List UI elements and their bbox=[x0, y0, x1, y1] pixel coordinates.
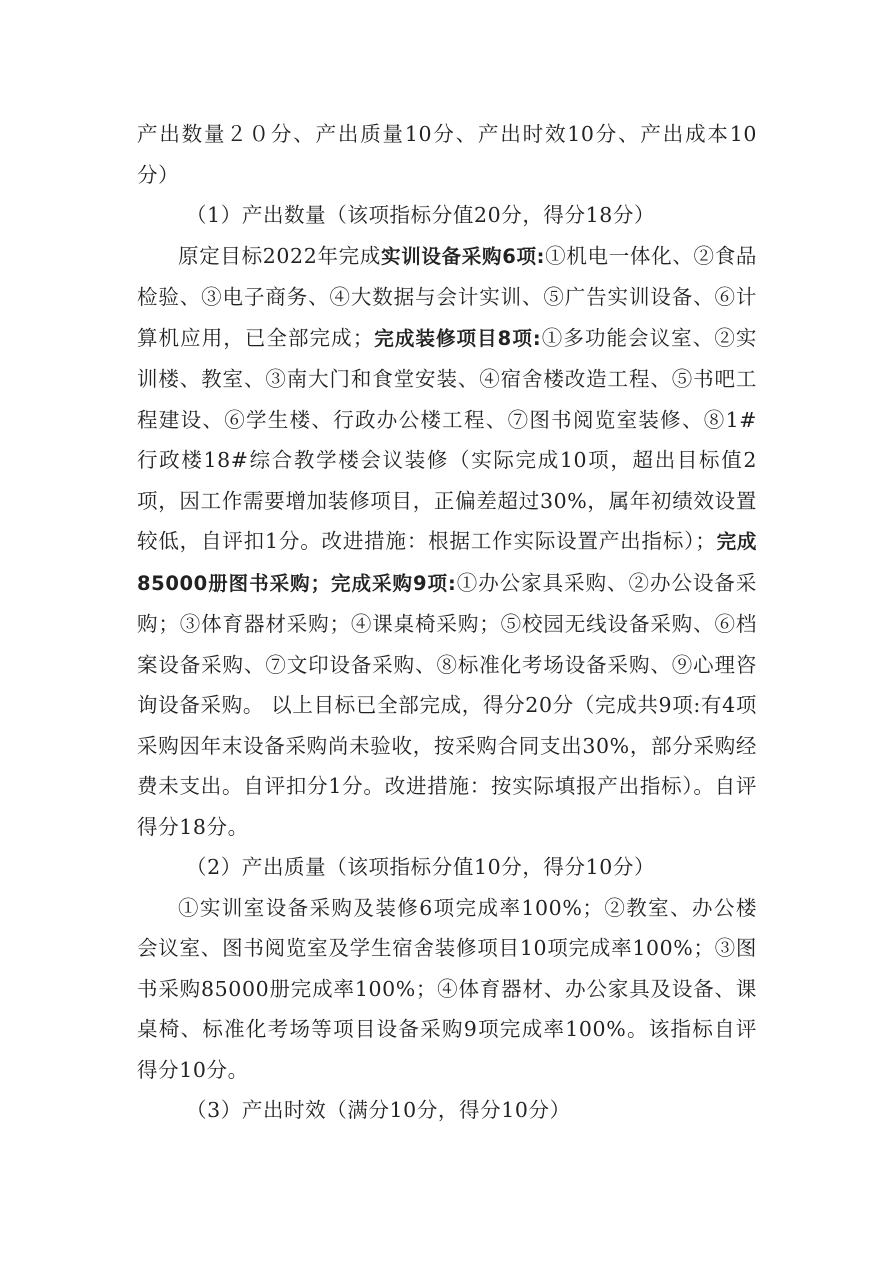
section-1-bold-b: 完成装修项目8项: bbox=[373, 326, 542, 350]
section-1-text-c: ①多功能会议室、②实训楼、教室、③南大门和食堂安装、④宿舍楼改造工程、⑤书吧工程建设、⑥学生楼、行政办公楼工程、⑦图书阅览室装修、⑧1#行政楼18#综合教学楼会议装修（实际完成10项，超出目标值2项，因工作需要增加装修项目，正偏差超过30%，属年初绩效设置较低，自评扣1分。改进措施：根据工作实际设置产出指标）； bbox=[137, 325, 757, 553]
section-1-text-d: ①办公家具采购、②办公设备采购；③体育器材采购；④课桌椅采购；⑤校园无线设备采购、⑥档案设备采购、⑦文印设备采购、⑧标准化考场设备采购、⑨心理咨询设备采购。 以上目标已全部完成，得分20分（完成共9项:有4项采购因年末设备采购尚未验收，按采购合同支出30%，部分采购经费未支出。自评扣分1分。改进措施：按实际填报产出指标）。自评得分18分。 bbox=[137, 570, 758, 839]
section-1-text-b: ①机电一体化、②食品检验、③电子商务、④大数据与会计实训、⑤广告实训设备、⑥计算机应用，已全部完成； bbox=[137, 243, 757, 350]
section-1-heading: （1）产出数量（该项指标分值20分，得分18分） bbox=[186, 203, 656, 227]
document-body bbox=[137, 114, 757, 1131]
section-1-body bbox=[137, 236, 757, 848]
section-1-bold-c: 完成85000册图书采购；完成采购9项: bbox=[137, 530, 758, 595]
intro-paragraph: 产出数量２０分、产出质量10分、产出时效10分、产出成本10分） bbox=[137, 122, 757, 187]
section-2-body: ①实训室设备采购及装修6项完成率100%；②教室、办公楼会议室、图书阅览室及学生宿舍装修项目10项完成率100%；③图书采购85000册完成率100%；④体育器材、办公家具及设备、课桌椅、标准化考场等项目设备采购9项完成率100%。该指标自评得分10分。 bbox=[137, 895, 757, 1082]
section-3-heading: （3）产出时效（满分10分，得分10分） bbox=[186, 1098, 571, 1122]
section-1-text-a: 原定目标2022年完成 bbox=[178, 243, 382, 268]
section-1-bold-a: 实训设备采购6项: bbox=[381, 244, 546, 268]
section-2-heading: （2）产出质量（该项指标分值10分，得分10分） bbox=[186, 855, 656, 879]
